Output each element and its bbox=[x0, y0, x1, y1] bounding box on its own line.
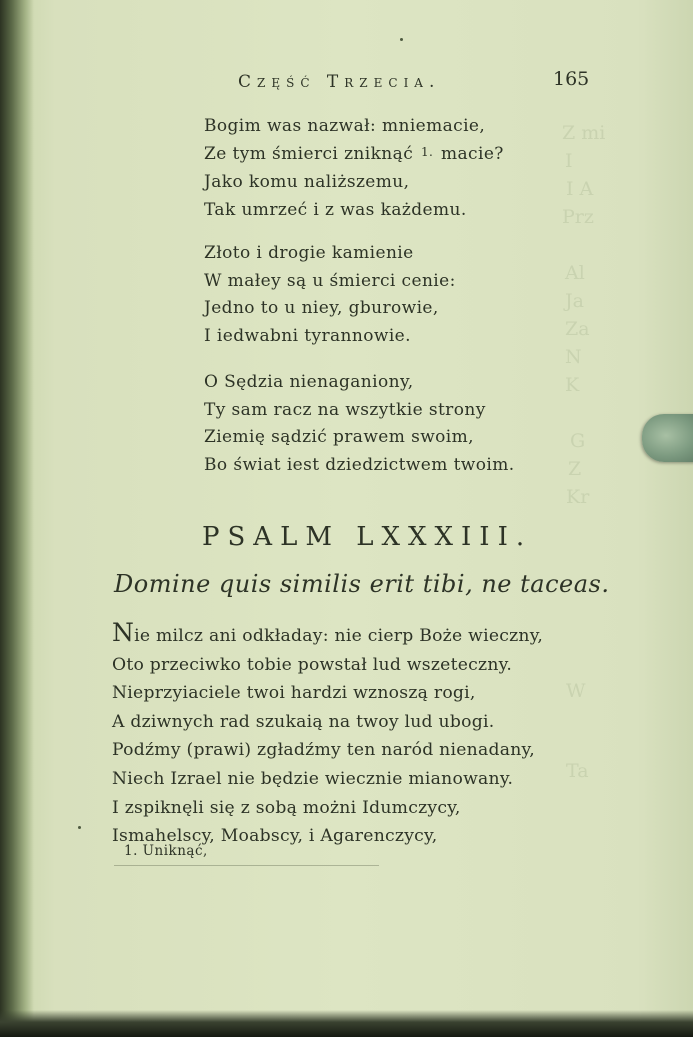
page-tab bbox=[642, 414, 693, 462]
verse-line: Bogim was nazwał: mniemacie, bbox=[204, 116, 486, 136]
verse-line-text: Ze tym śmierci zniknąć bbox=[204, 143, 414, 164]
footnote: 1. Uniknąć, bbox=[124, 843, 208, 859]
book-page: Z mi I I A Prz Al Ja Za N K G Z Kr W Ta Część Trzecia. 165 Bogim was nazwał: mniemacie, Ze tym śmierci zniknąć 1. macie? Jako komu naliższemu, Tak umrzeć i z was każdemu. Złoto i drogie kamienie W małey są u śmierci cenie: Jedno to u niey, gburowie, I iedwabni tyrannowie. O Sędzia nienaganiony, Ty sam racz na wszytkie strony Ziemię sądzić prawem swoim, Bo świat iest dziedzictwem twoim. PSALM LXXXIII. Domine quis similis erit tibi, ne taceas. Nie milcz ani odkładay: nie cierp Boże wieczny, Oto przeciwko tobie powstał lud wszeteczny. Nieprzyiaciele twoi hardzi wznoszą rogi, A dziwnych rad szukaią na twoy lud ubogi. Podźmy (prawi) zgładźmy ten naród nienadany, Niech Izrael nie będzie wiecznie mianowany. I zspiknęli się z sobą możni Idumczycy, Ismahelscy, Moabscy, i Agarenczycy, 1. Uniknąć, bbox=[0, 0, 693, 1037]
page-bottom-edge bbox=[0, 1010, 693, 1037]
verse-line: Oto przeciwko tobie powstał lud wszeteczny. bbox=[112, 654, 513, 675]
verse-line: Bo świat iest dziedzictwem twoim. bbox=[204, 454, 515, 475]
paper-speck bbox=[400, 38, 403, 41]
verse-line: I zspiknęli się z sobą możni Idumczycy, bbox=[112, 797, 461, 818]
psalm-title: PSALM LXXXIII. bbox=[202, 522, 533, 552]
verse-line bbox=[204, 141, 504, 170]
footnote-rule bbox=[114, 865, 379, 866]
verse-line: Złoto i drogie kamienie bbox=[204, 243, 414, 263]
paper-speck bbox=[78, 826, 81, 829]
page-number: 165 bbox=[553, 68, 590, 90]
footnote-marker: 1. bbox=[420, 144, 434, 159]
verse-line-tail: macie? bbox=[441, 143, 504, 164]
verse-line: Ty sam racz na wszytkie strony bbox=[204, 399, 486, 420]
verse-line bbox=[112, 618, 544, 651]
verse-line: Ziemię sądzić prawem swoim, bbox=[204, 427, 474, 447]
verse-line: I iedwabni tyrannowie. bbox=[204, 325, 411, 346]
binding-gutter bbox=[0, 0, 34, 1037]
verse-line: Jako komu naliższemu, bbox=[204, 172, 410, 192]
verse-line-text: ie milcz ani odkładay: nie cierp Boże wieczny, bbox=[134, 626, 544, 646]
stanza-2 bbox=[204, 240, 456, 350]
verse-line: W małey są u śmierci cenie: bbox=[204, 270, 456, 291]
stanza-3 bbox=[204, 369, 515, 479]
verse-line: Jedno to u niey, gburowie, bbox=[204, 298, 439, 318]
psalm-incipit: Domine quis similis erit tibi, ne taceas. bbox=[114, 570, 610, 598]
psalm-verses bbox=[112, 618, 544, 851]
verse-line: Nieprzyiaciele twoi hardzi wznoszą rogi, bbox=[112, 683, 476, 704]
stanza-1 bbox=[204, 113, 504, 224]
verse-line: Niech Izrael nie będzie wiecznie mianowany. bbox=[112, 768, 514, 789]
drop-cap: N bbox=[112, 618, 135, 647]
verse-line: Tak umrzeć i z was każdemu. bbox=[204, 199, 467, 220]
verse-line: Podźmy (prawi) zgładźmy ten naród nienadany, bbox=[112, 740, 535, 761]
verse-line: Ismahelscy, Moabscy, i Agarenczycy, bbox=[112, 826, 438, 847]
verse-line: O Sędzia nienaganiony, bbox=[204, 372, 414, 392]
verse-line: A dziwnych rad szukaią na twoy lud ubogi. bbox=[112, 711, 495, 732]
running-head: Część Trzecia. bbox=[238, 72, 441, 92]
